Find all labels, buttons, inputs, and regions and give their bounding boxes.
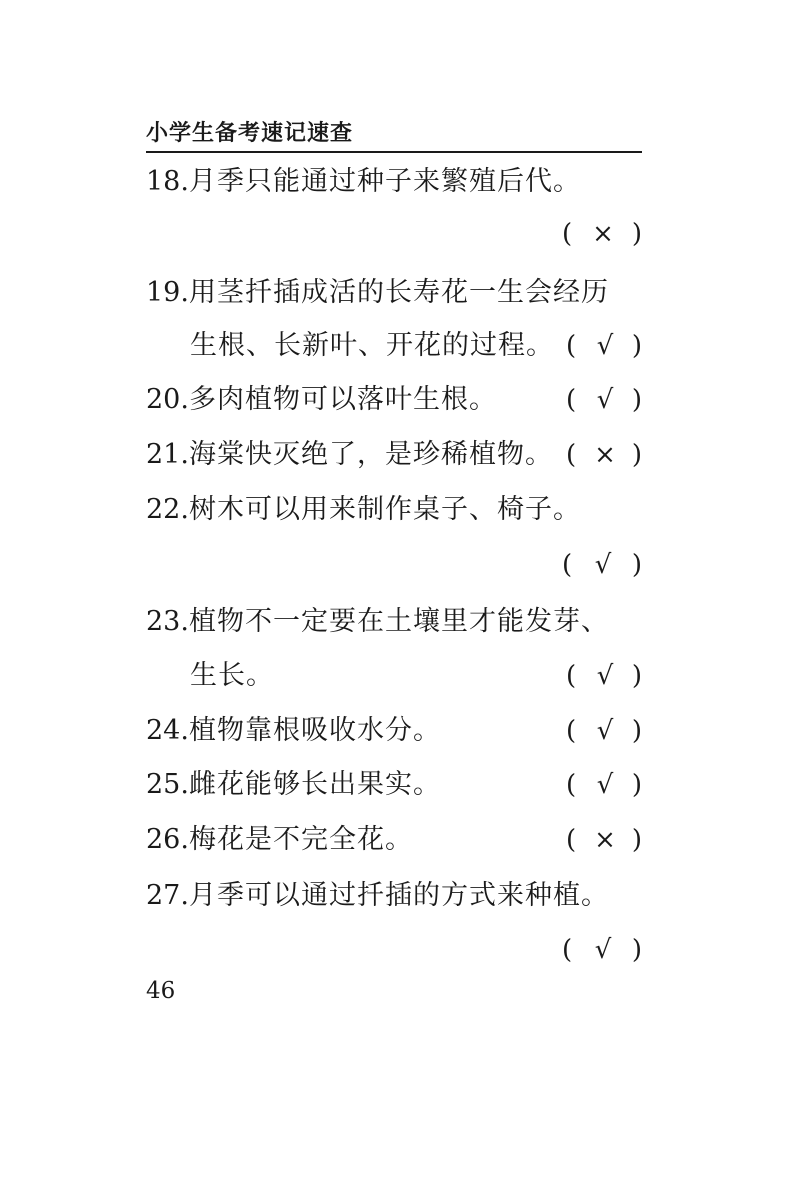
- answer-22: ( √ ): [562, 545, 642, 585]
- running-header: 小学生备考速记速查: [146, 121, 354, 146]
- question-number: 19.: [146, 277, 189, 308]
- question-19-continuation: [190, 326, 646, 366]
- question-23: [146, 602, 646, 642]
- question-number: 22.: [146, 494, 189, 525]
- question-text: 植物靠根吸收水分。: [188, 715, 441, 746]
- question-21: [146, 435, 646, 475]
- answer-mark: √: [596, 716, 614, 746]
- question-text: 海棠快灭绝了，是珍稀植物。: [188, 439, 553, 470]
- question-number: 25.: [146, 769, 189, 800]
- question-number: 18.: [146, 166, 189, 197]
- page-number: 46: [146, 978, 176, 1004]
- header-rule: [146, 151, 642, 153]
- question-23-continuation: [190, 656, 646, 696]
- question-text: 雌花能够长出果实。: [188, 769, 441, 800]
- answer-mark: ×: [594, 825, 616, 855]
- question-18: [146, 162, 646, 202]
- question-text: 树木可以用来制作桌子、椅子。: [188, 494, 581, 525]
- question-text: 梅花是不完全花。: [188, 824, 413, 855]
- answer-23: ( √ ): [566, 656, 642, 696]
- answer-21: ( × ): [566, 435, 642, 475]
- question-number: 26.: [146, 824, 189, 855]
- question-22: [146, 490, 646, 530]
- question-number: 27.: [146, 880, 189, 911]
- question-number: 20.: [146, 384, 189, 415]
- answer-mark: ×: [594, 440, 616, 470]
- answer-mark: √: [596, 770, 614, 800]
- answer-19: ( √ ): [566, 326, 642, 366]
- question-number: 24.: [146, 715, 189, 746]
- question-26: [146, 820, 646, 860]
- question-text: 植物不一定要在土壤里才能发芽、: [188, 606, 609, 637]
- answer-mark: √: [596, 661, 614, 691]
- answer-mark: √: [594, 935, 612, 965]
- answer-18: ( × ): [562, 214, 642, 254]
- question-25: [146, 765, 646, 805]
- answer-24: ( √ ): [566, 711, 642, 751]
- question-number: 21.: [146, 439, 189, 470]
- answer-mark: √: [596, 385, 614, 415]
- answer-mark: √: [596, 331, 614, 361]
- question-text: 用茎扦插成活的长寿花一生会经历: [188, 277, 609, 308]
- question-text: 月季只能通过种子来繁殖后代。: [188, 166, 581, 197]
- question-24: [146, 711, 646, 751]
- question-27: [146, 876, 646, 916]
- answer-25: ( √ ): [566, 765, 642, 805]
- question-text: 多肉植物可以落叶生根。: [188, 384, 497, 415]
- question-text-continuation: 生长。: [190, 660, 274, 691]
- answer-mark: ×: [592, 219, 614, 249]
- answer-26: ( × ): [566, 820, 642, 860]
- answer-20: ( √ ): [566, 380, 642, 420]
- question-text: 月季可以通过扦插的方式来种植。: [188, 880, 609, 911]
- question-number: 23.: [146, 606, 189, 637]
- answer-mark: √: [594, 550, 612, 580]
- answer-27: ( √ ): [562, 930, 642, 970]
- question-text-continuation: 生根、长新叶、开花的过程。: [190, 330, 554, 361]
- question-20: [146, 380, 646, 420]
- question-19: [146, 273, 646, 313]
